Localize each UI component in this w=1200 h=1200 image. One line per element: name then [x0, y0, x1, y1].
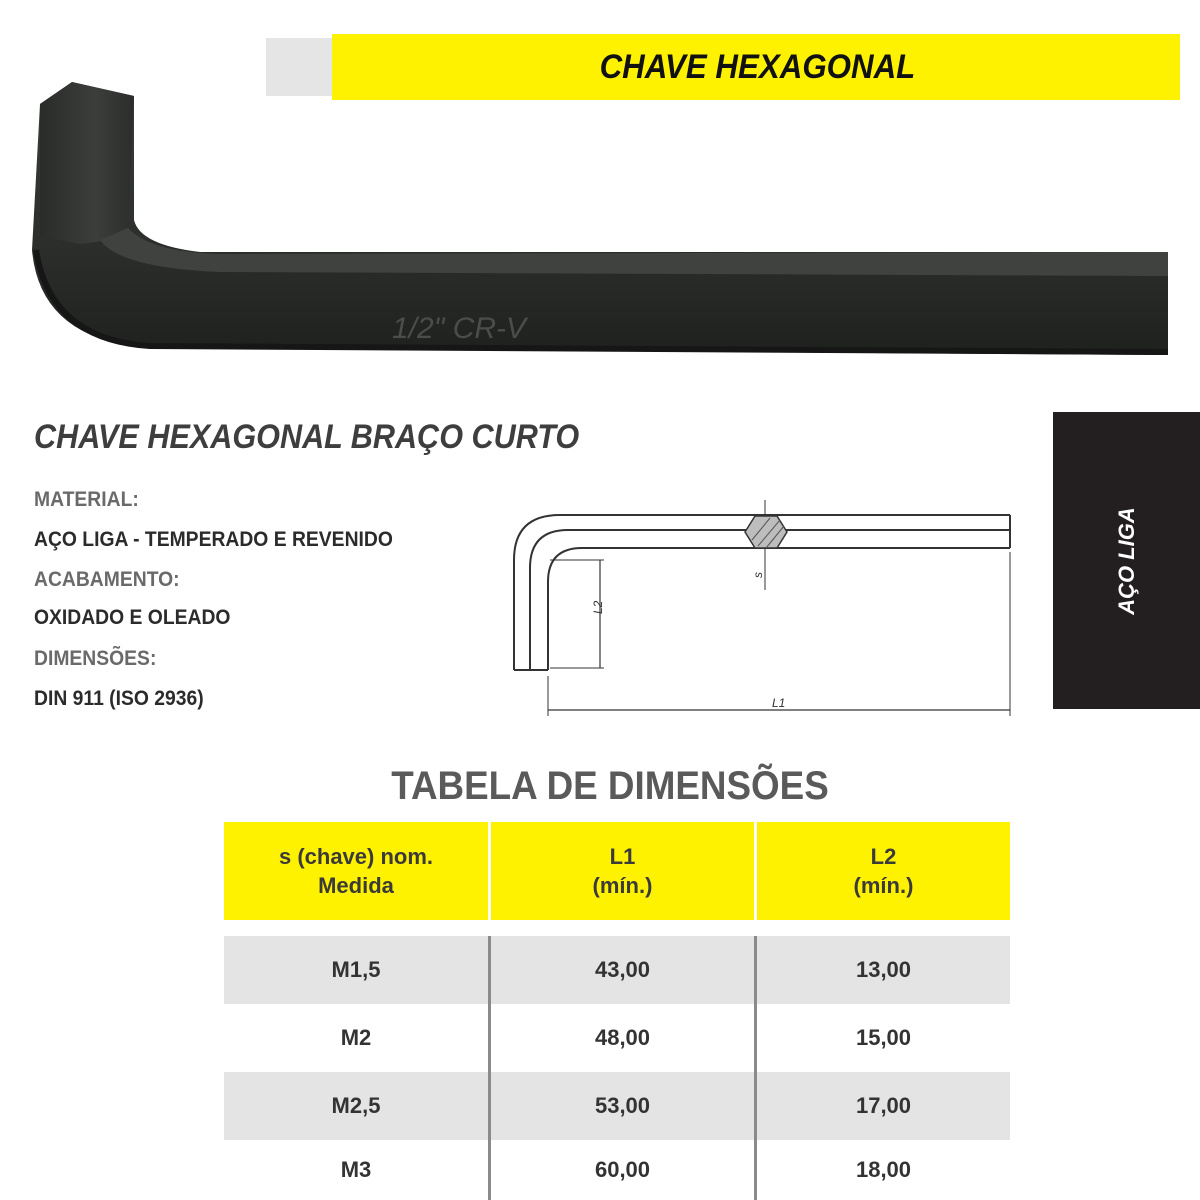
- cell-l1: 43,00: [491, 936, 757, 1004]
- s-dimension-label: s: [751, 572, 765, 578]
- side-tab-label: AÇO LIGA: [1113, 506, 1139, 615]
- header-size-line2: Medida: [318, 873, 394, 898]
- material-value: AÇO LIGA - TEMPERADO E REVENIDO: [34, 528, 393, 551]
- hex-key-short-arm: [40, 82, 134, 244]
- finish-label: ACABAMENTO:: [34, 568, 180, 591]
- cell-l1: 48,00: [491, 1004, 757, 1072]
- hex-key-engraving: 1/2" CR-V: [392, 312, 527, 345]
- table-row: [224, 936, 1010, 1004]
- cell-l2: 15,00: [855, 1025, 912, 1050]
- header-cell-l1: [491, 822, 757, 920]
- product-title: CHAVE HEXAGONAL BRAÇO CURTO: [34, 418, 580, 456]
- material-label: MATERIAL:: [34, 488, 139, 511]
- cell-l2: 17,00: [855, 1093, 912, 1118]
- dimensions-label: DIMENSÕES:: [34, 647, 157, 670]
- cell-l1: 53,00: [491, 1072, 757, 1140]
- header-l2-line1: L2: [870, 844, 897, 869]
- l1-dimension-label: L1: [772, 696, 786, 710]
- cell-l2: 18,00: [855, 1157, 912, 1182]
- table-row: [224, 1004, 1010, 1072]
- table-row: [224, 1072, 1010, 1140]
- finish-value: OXIDADO E OLEADO: [34, 606, 231, 629]
- cell-size: M2,5: [224, 1072, 491, 1140]
- table-row: [224, 1140, 1010, 1200]
- hex-section-mark: [745, 516, 787, 548]
- cell-l2: 13,00: [855, 957, 912, 982]
- header-size-line1: s (chave) nom.: [278, 844, 434, 869]
- hex-key-body: [32, 82, 1168, 355]
- header-l2-line2: (mín.): [853, 873, 914, 898]
- table-header: [224, 822, 1010, 920]
- cell-size: M1,5: [224, 936, 491, 1004]
- hex-key-photo: [0, 60, 1200, 380]
- l2-dimension-label: L2: [591, 600, 605, 614]
- cell-size: M2: [224, 1004, 491, 1072]
- header-l1-line1: L1: [609, 844, 636, 869]
- header-title: CHAVE HEXAGONAL: [599, 47, 916, 86]
- dimensions-value: DIN 911 (ISO 2936): [34, 687, 204, 710]
- header-cell-l2: [757, 822, 1010, 920]
- cell-size: M3: [224, 1140, 491, 1200]
- table-title: TABELA DE DIMENSÕES: [391, 764, 829, 808]
- header-l1-line2: (mín.): [592, 873, 653, 898]
- technical-diagram: [500, 490, 1030, 720]
- cell-l1: 60,00: [491, 1140, 757, 1200]
- material-side-tab: [1053, 412, 1200, 709]
- header-cell-size: [224, 822, 491, 920]
